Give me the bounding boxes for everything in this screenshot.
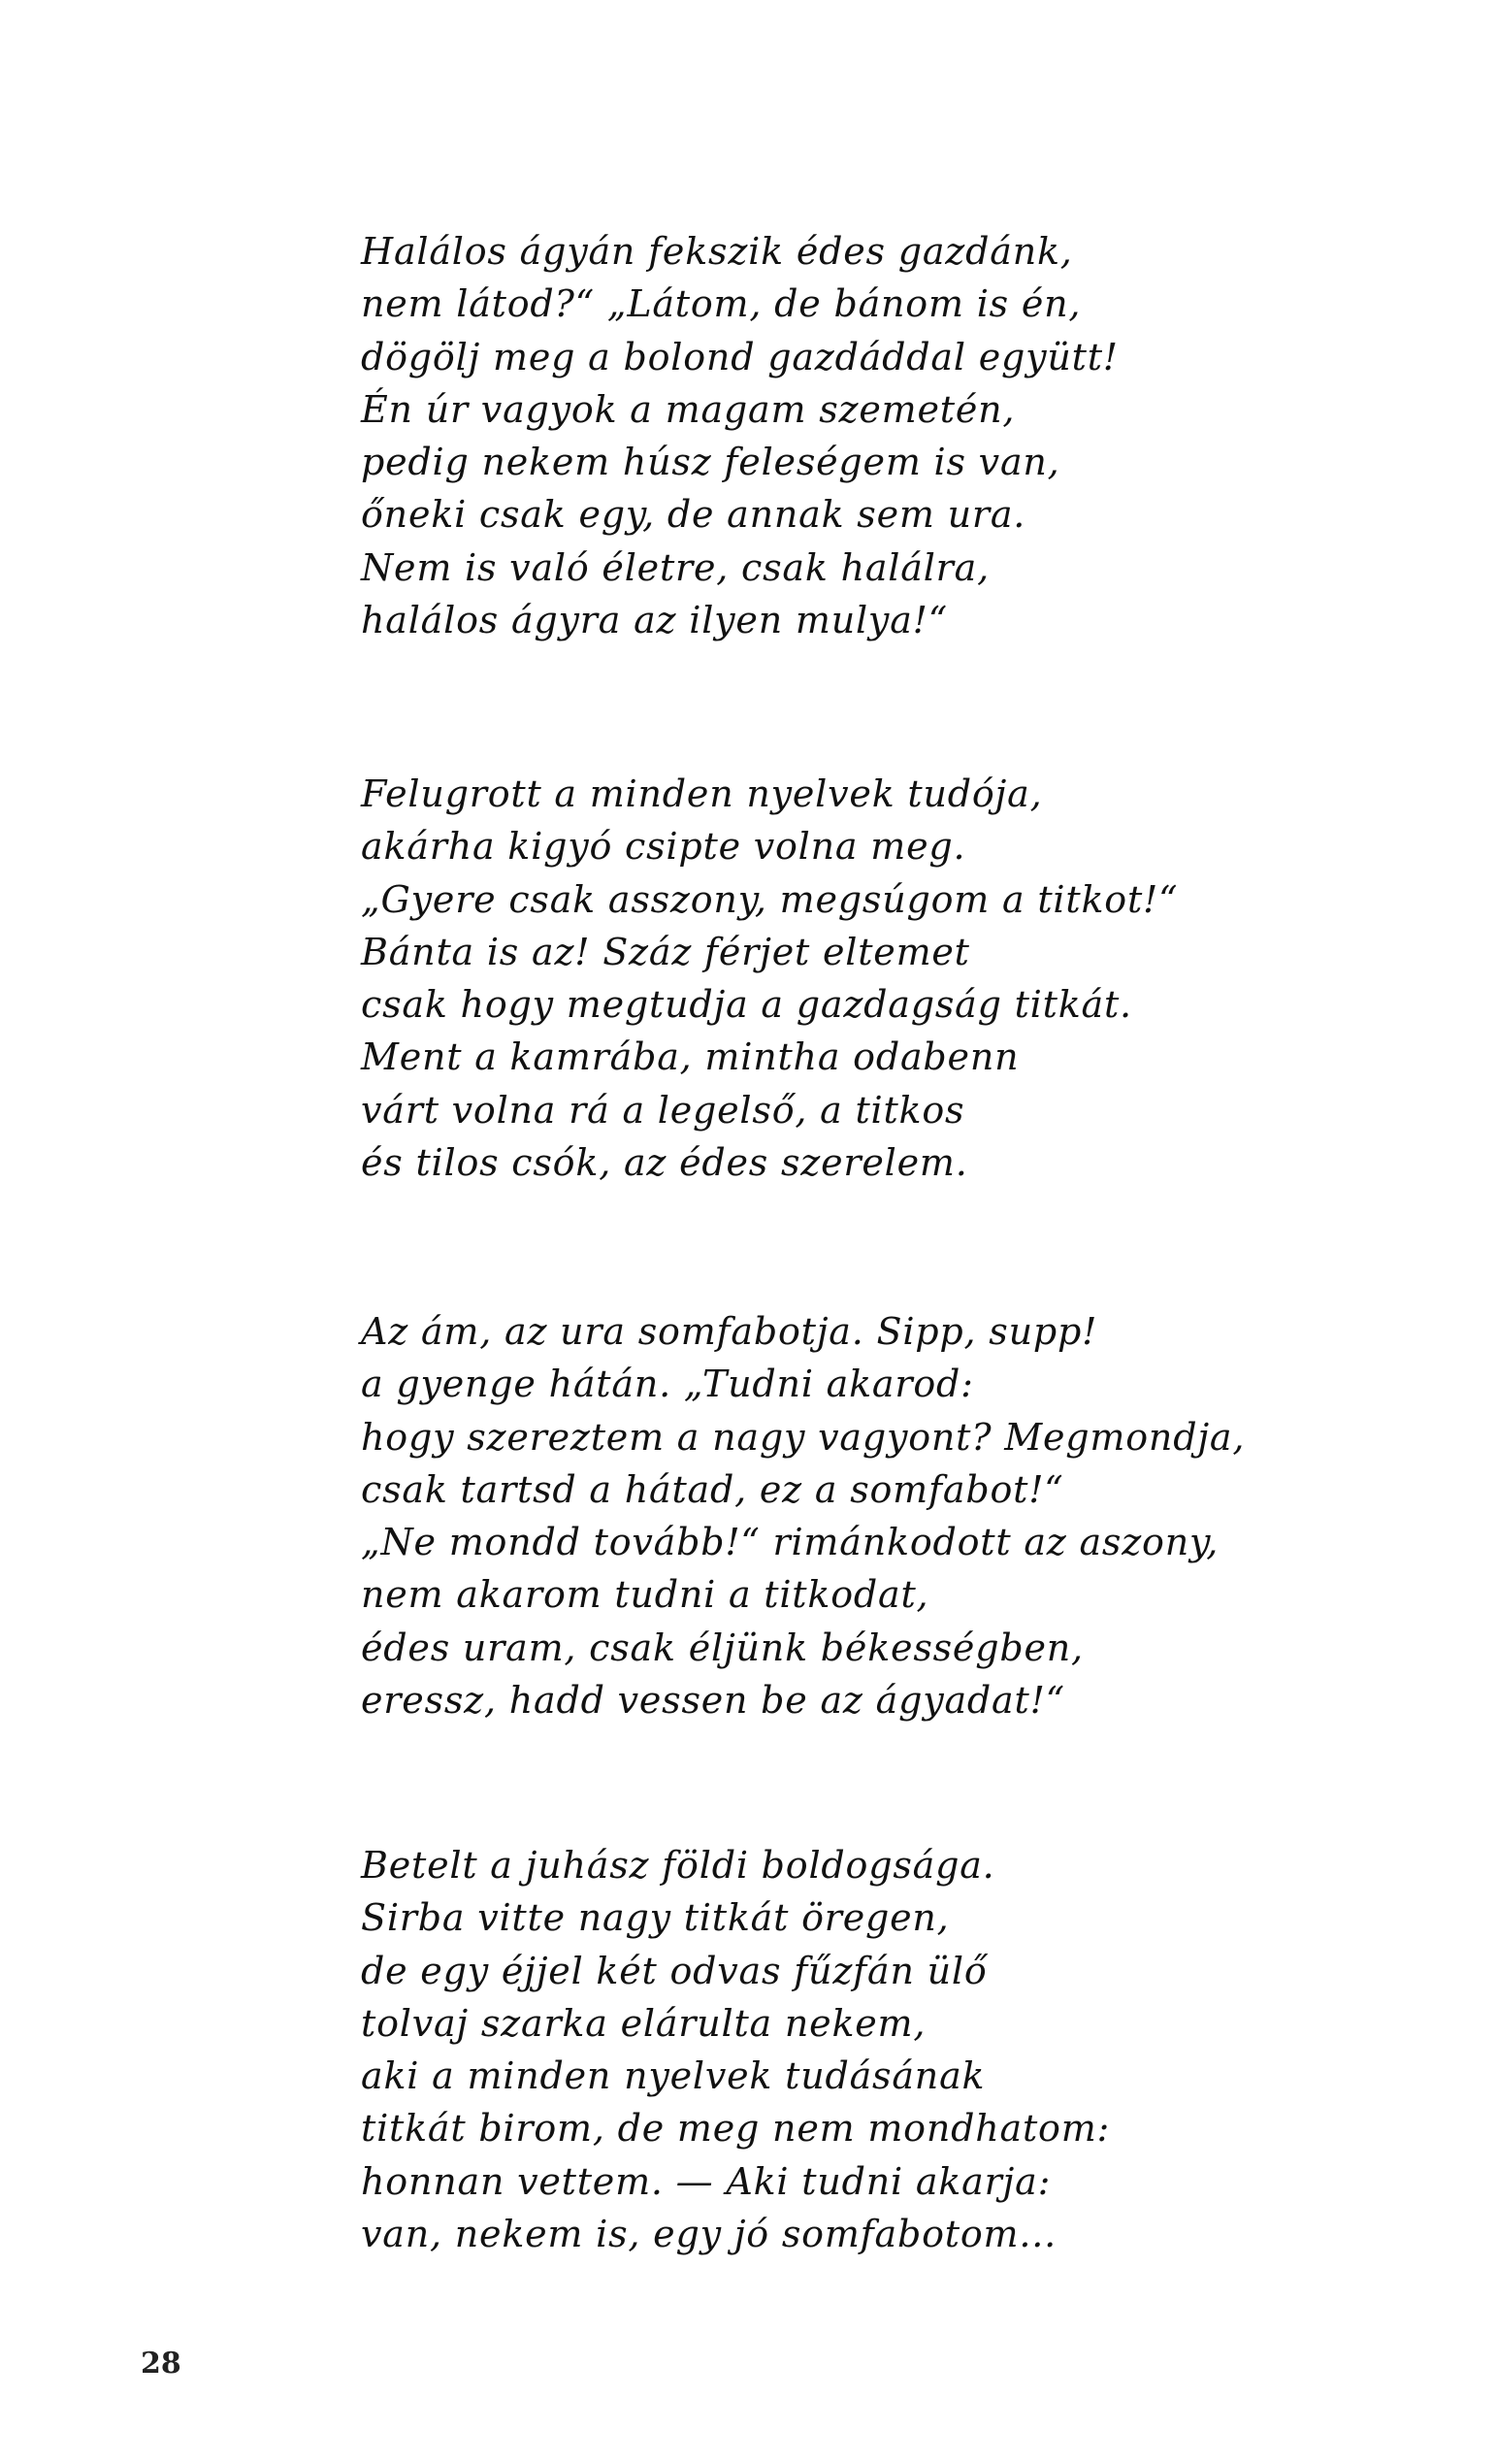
verse-line: a gyenge hátán. „Tudni akarod:	[361, 1363, 974, 1406]
page-number: 28	[141, 2347, 181, 2381]
verse-line: csak tartsd a hátad, ez a somfabot!“	[361, 1467, 1064, 1511]
verse-line: Az ám, az ura somfabotja. Sipp, supp!	[361, 1310, 1098, 1353]
stanza-4	[361, 1839, 1331, 2260]
verse-line: honnan vettem. — Aki tudni akarja:	[361, 2159, 1052, 2203]
verse-line: őneki csak egy, de annak sem ura.	[361, 493, 1026, 537]
verse-line: Nem is való életre, csak halálra,	[361, 545, 990, 589]
stanza-2	[361, 768, 1331, 1189]
verse-line: Betelt a juhász földi boldogsága.	[361, 1844, 995, 1887]
verse-line: pedig nekem húsz feleségem is van,	[361, 441, 1060, 484]
verse-line: dögölj meg a bolond gazdáddal együtt!	[361, 335, 1119, 378]
verse-line: Felugrott a minden nyelvek tudója,	[361, 772, 1043, 815]
verse-line: Sirba vitte nagy titkát öregen,	[361, 1896, 950, 1940]
verse-line: Bánta is az! Száz férjet eltemet	[361, 930, 970, 973]
verse-line: eressz, hadd vessen be az ágyadat!“	[361, 1679, 1065, 1723]
verse-line: és tilos csók, az édes szerelem.	[361, 1141, 968, 1185]
verse-line: „Ne mondd tovább!“ rimánkodott az aszony,	[361, 1521, 1220, 1564]
stanza-3	[361, 1305, 1331, 1726]
verse-line: akárha kigyó csipte volna meg.	[361, 825, 966, 869]
verse-line: de egy éjjel két odvas fűzfán ülő	[361, 1949, 988, 1992]
verse-line: csak hogy megtudja a gazdagság titkát.	[361, 983, 1132, 1027]
verse-line: titkát birom, de meg nem mondhatom:	[361, 2107, 1111, 2151]
verse-line: halálos ágyra az ilyen mulya!“	[361, 599, 948, 642]
verse-line: aki a minden nyelvek tudásának	[361, 2054, 986, 2098]
stanza-1	[361, 225, 1331, 646]
verse-line: várt volna rá a legelső, a titkos	[361, 1088, 965, 1132]
verse-line: Ment a kamrába, mintha odabenn	[361, 1035, 1020, 1079]
verse-line: nem akarom tudni a titkodat,	[361, 1573, 929, 1617]
verse-line: tolvaj szarka elárulta nekem,	[361, 2001, 927, 2045]
verse-line: van, nekem is, egy jó somfabotom...	[361, 2213, 1058, 2256]
verse-line: „Gyere csak asszony, megsúgom a titkot!“	[361, 877, 1179, 921]
verse-line: Halálos ágyán fekszik édes gazdánk,	[361, 230, 1073, 273]
verse-line: Én úr vagyok a magam szemetén,	[361, 387, 1016, 431]
verse-line: nem látod?“ „Látom, de bánom is én,	[361, 282, 1082, 326]
verse-line: hogy szereztem a nagy vagyont? Megmondja,	[361, 1415, 1246, 1459]
verse-line: édes uram, csak éljünk békességben,	[361, 1626, 1084, 1669]
